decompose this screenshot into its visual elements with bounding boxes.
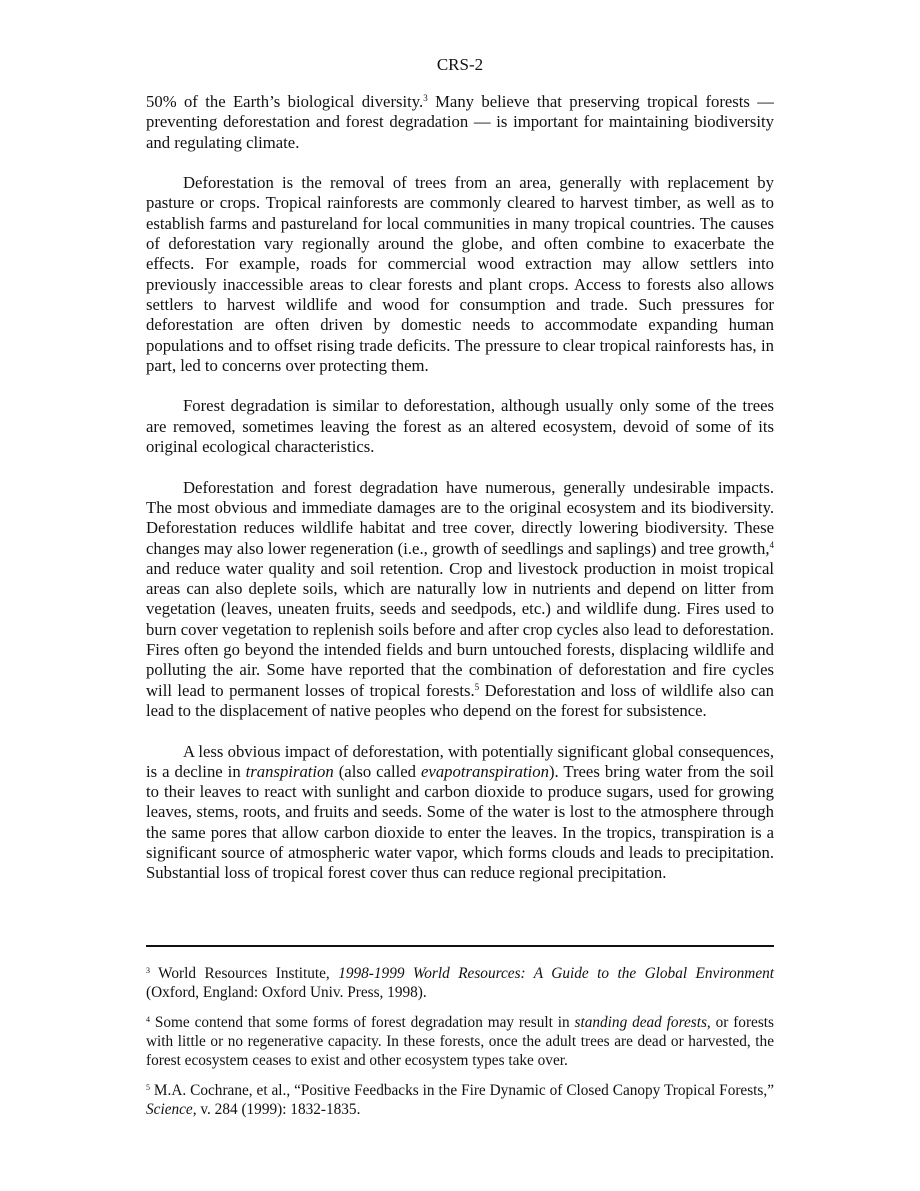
footnote-text-a: World Resources Institute,: [150, 965, 339, 982]
term-evapotranspiration: evapotranspiration: [421, 761, 549, 781]
paragraph-4-text-b: and reduce water quality and soil retention. Crop and livestock production in moist tropical areas can also deplete soils, which are naturally low in nutrients and depend on litter from vegetation (leaves, uneaten fruits, seeds and seedpods, etc.) and wildlife dung. Fires used to burn cover vegetation to replenish soils before and after crop cycles also lead to deforestation. Fires often go beyond the intended fields and burn untouched forests, displacing wildlife and polluting the air. Some have reported that the combination of deforestation and fire cycles will lead to permanent losses of tropical forests.: [146, 558, 774, 700]
footnote-text-a: M.A. Cochrane, et al., “Positive Feedbacks in the Fire Dynamic of Closed Canopy Tropical Forests,”: [150, 1082, 774, 1099]
footnote-text-b: , or forests with little or no regenerative capacity. In these forests, once the adult trees are dead or harvested, the forest ecosystem ceases to exist and other ecosystem types take over.: [146, 1014, 774, 1069]
footnote-number: 4: [146, 1015, 150, 1024]
paragraph-1-text-b: Many believe that preserving tropical forests — preventing deforestation and forest degradation — is important for maintaining biodiversity and regulating climate.: [146, 92, 774, 152]
paragraph-1: [146, 92, 774, 153]
footnote-journal: Science: [146, 1101, 193, 1118]
footnote-number: 5: [146, 1083, 150, 1092]
footnote-ref-5[interactable]: 5: [474, 681, 480, 692]
footnote-4: [146, 1013, 774, 1070]
footnote-term: standing dead forests: [574, 1014, 707, 1031]
paragraph-4-text-a: Deforestation and forest degradation have numerous, generally undesirable impacts. The most obvious and immediate damages are to the original ecosystem and its biodiversity. Deforestation reduces wildlife habitat and tree cover, directly lowering biodiversity. These changes may also lower regeneration (i.e., growth of seedlings and saplings) and tree growth,: [146, 477, 774, 558]
footnote-ref-3[interactable]: 3: [423, 93, 428, 103]
paragraph-5: [146, 742, 774, 884]
footnote-ref-4[interactable]: 4: [769, 539, 774, 550]
footnote-text-a: Some contend that some forms of forest degradation may result in: [150, 1014, 575, 1031]
footnote-text-b: (Oxford, England: Oxford Univ. Press, 1998).: [146, 984, 427, 1001]
body-text: [146, 92, 774, 904]
paragraph-1-text-a: 50% of the Earth’s biological diversity.: [146, 92, 424, 111]
footnote-title: 1998-1999 World Resources: A Guide to the Global Environment: [338, 965, 775, 982]
paragraph-2: Deforestation is the removal of trees from an area, generally with replacement by pasture or crops. Tropical rainforests are commonly cleared to harvest timber, as well as to establish farms and pastureland for local communities in many tropical countries. The causes of deforestation vary regionally around the globe, and often combine to exacerbate the effects. For example, roads for commercial wood extraction may allow settlers into previously inaccessible areas to clear forests and plant crops. Access to forests also allows settlers to harvest wildlife and wood for consumption and trade. Such pressures for deforestation are often driven by domestic needs to accommodate expanding human populations and to offset rising trade deficits. The pressure to clear tropical rainforests has, in part, led to concerns over protecting them.: [146, 173, 774, 375]
footnote-divider: [146, 945, 774, 947]
footnote-3: [146, 964, 774, 1002]
footnote-text-b: , v. 284 (1999): 1832-1835.: [192, 1101, 361, 1118]
paragraph-4: [146, 478, 774, 722]
term-transpiration: transpiration: [245, 761, 334, 781]
paragraph-5-text-c: ). Trees bring water from the soil to their leaves to react with sunlight and carbon dioxide to produce sugars, used for growing leaves, stems, roots, and fruits and seeds. Some of the water is lost to the atmosphere through the same pores that allow carbon dioxide to enter the leaves. In the tropics, transpiration is a significant source of atmospheric water vapor, which forms clouds and leads to precipitation. Substantial loss of tropical forest cover thus can reduce regional precipitation.: [146, 761, 774, 883]
page-number-label: CRS-2: [436, 55, 484, 74]
page-header: [0, 55, 920, 75]
paragraph-4-text-c: Deforestation and loss of wildlife also can lead to the displacement of native peoples who depend on the forest for subsistence.: [146, 680, 774, 720]
paragraph-3: Forest degradation is similar to deforestation, although usually only some of the trees are removed, sometimes leaving the forest as an altered ecosystem, devoid of some of its original ecological characteristics.: [146, 396, 774, 457]
footnote-5: [146, 1081, 774, 1119]
paragraph-5-text-a: A less obvious impact of deforestation, with potentially significant global consequences, is a decline in: [146, 741, 774, 781]
footnote-number: 3: [146, 966, 150, 975]
footnotes: [146, 964, 774, 1130]
paragraph-5-text-b: (also called: [333, 761, 421, 781]
